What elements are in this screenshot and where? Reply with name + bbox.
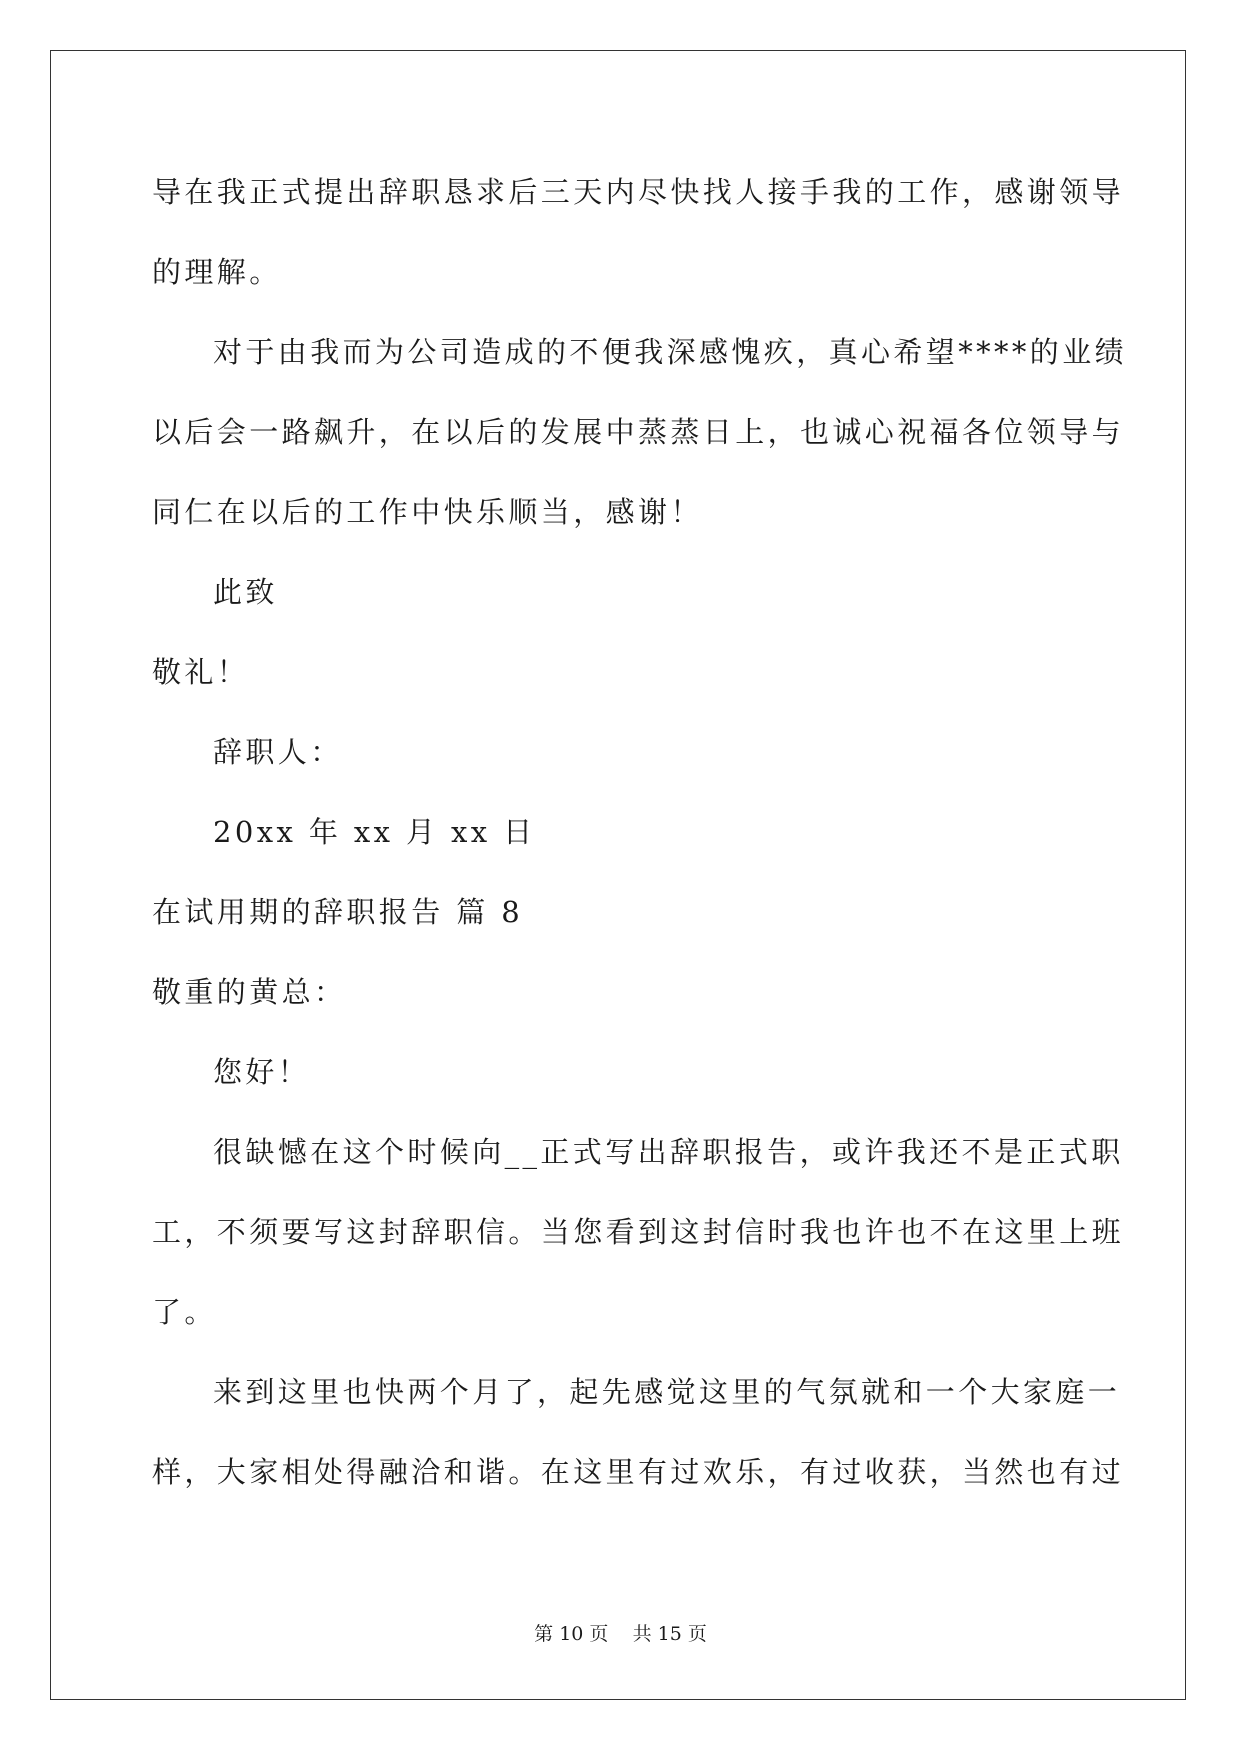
salutation-closing: 此致: [213, 575, 278, 609]
body-line: 同仁在以后的工作中快乐顺当，感谢！: [152, 495, 703, 529]
recipient-greeting: 敬重的黄总：: [152, 975, 347, 1009]
section-heading: 在试用期的辞职报告 篇 8: [152, 895, 524, 929]
page-border: [50, 50, 1186, 1700]
greeting-line: 您好！: [213, 1055, 311, 1089]
body-line: 工，不须要写这封辞职信。当您看到这封信时我也许也不在这里上班: [152, 1215, 1125, 1249]
body-line: 样，大家相处得融洽和谐。在这里有过欢乐，有过收获，当然也有过: [152, 1455, 1125, 1489]
body-line: 来到这里也快两个月了，起先感觉这里的气氛就和一个大家庭一: [213, 1375, 1121, 1409]
date-line: 20xx 年 xx 月 xx 日: [213, 815, 536, 849]
signature-label: 辞职人：: [213, 735, 343, 769]
page-number-footer: 第 10 页 共 15 页: [534, 1623, 707, 1645]
body-line: 导在我正式提出辞职恳求后三天内尽快找人接手我的工作，感谢领导: [152, 175, 1125, 209]
body-line: 了。: [152, 1295, 217, 1329]
body-line: 对于由我而为公司造成的不便我深感愧疚，真心希望****的业绩: [213, 335, 1128, 369]
body-line: 以后会一路飙升，在以后的发展中蒸蒸日上，也诚心祝福各位领导与: [152, 415, 1125, 449]
body-line: 的理解。: [152, 255, 282, 289]
body-line: 很缺憾在这个时候向__正式写出辞职报告，或许我还不是正式职: [213, 1135, 1124, 1169]
salutation-regards: 敬礼！: [152, 655, 250, 689]
